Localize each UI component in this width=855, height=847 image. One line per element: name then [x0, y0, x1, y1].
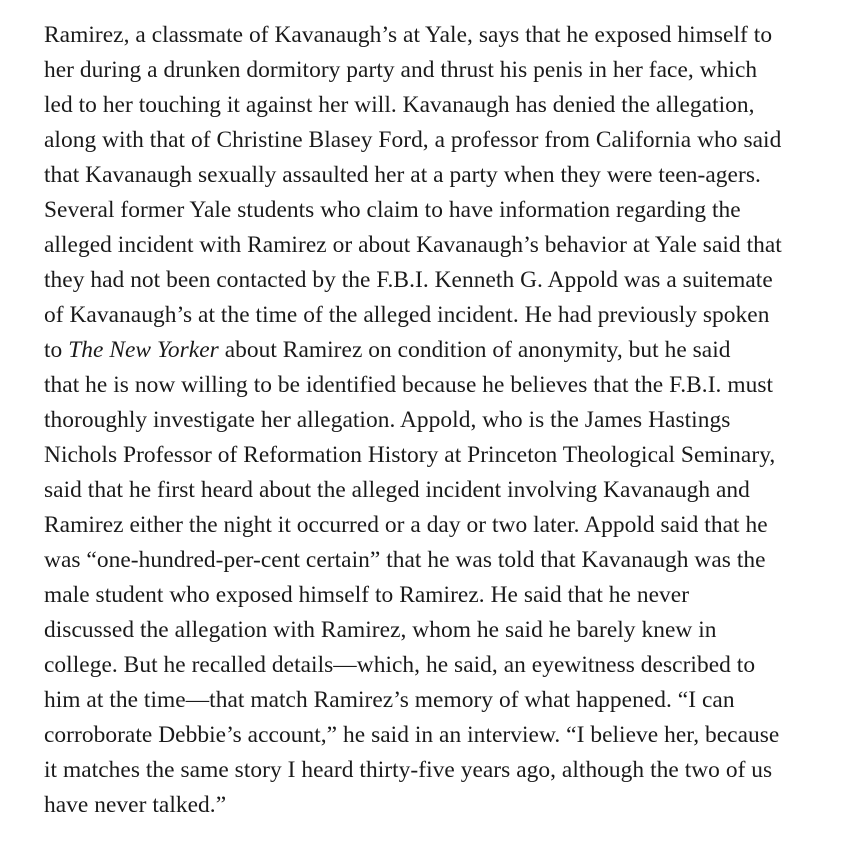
text-line: alleged incident with Ramirez or about Kavanaugh’s behavior at Yale said that	[44, 232, 782, 258]
text-fragment: to	[44, 337, 69, 363]
text-line: male student who exposed himself to Ramirez. He said that he never	[44, 582, 690, 608]
text-line: Ramirez either the night it occurred or a day or two later. Appold said that he	[44, 512, 768, 538]
text-line: of Kavanaugh’s at the time of the alleged incident. He had previously spoken	[44, 302, 770, 328]
text-line: it matches the same story I heard thirty-five years ago, although the two of us	[44, 757, 773, 783]
text-line: that he is now willing to be identified because he believes that the F.B.I. must	[44, 372, 774, 398]
text-line: discussed the allegation with Ramirez, whom he said he barely knew in	[44, 617, 717, 643]
text-line: was “one-hundred-per-cent certain” that he was told that Kavanaugh was the	[44, 547, 766, 573]
text-line: thoroughly investigate her allegation. Appold, who is the James Hastings	[44, 407, 731, 433]
text-line: that Kavanaugh sexually assaulted her at a party when they were teen-agers.	[44, 162, 761, 188]
text-line: Ramirez, a classmate of Kavanaugh’s at Yale, says that he exposed himself to	[44, 22, 773, 48]
text-line: him at the time—that match Ramirez’s memory of what happened. “I can	[44, 687, 735, 713]
text-line: her during a drunken dormitory party and thrust his penis in her face, which	[44, 57, 758, 83]
text-line: they had not been contacted by the F.B.I. Kenneth G. Appold was a suitemate	[44, 267, 773, 293]
article-paragraph	[44, 18, 844, 823]
text-line: Nichols Professor of Reformation History at Princeton Theological Seminary,	[44, 442, 776, 468]
text-line: college. But he recalled details—which, he said, an eyewitness described to	[44, 652, 756, 678]
text-line: said that he first heard about the alleged incident involving Kavanaugh and	[44, 477, 750, 503]
text-line: have never talked.”	[44, 792, 227, 818]
text-line: led to her touching it against her will. Kavanaugh has denied the allegation,	[44, 92, 755, 118]
text-line	[44, 333, 844, 368]
text-fragment: about Ramirez on condition of anonymity, but he said	[218, 337, 731, 363]
text-line: Several former Yale students who claim to have information regarding the	[44, 197, 741, 223]
publication-name: The New Yorker	[68, 337, 219, 363]
text-line: along with that of Christine Blasey Ford, a professor from California who said	[44, 127, 782, 153]
text-line: corroborate Debbie’s account,” he said in an interview. “I believe her, because	[44, 722, 780, 748]
